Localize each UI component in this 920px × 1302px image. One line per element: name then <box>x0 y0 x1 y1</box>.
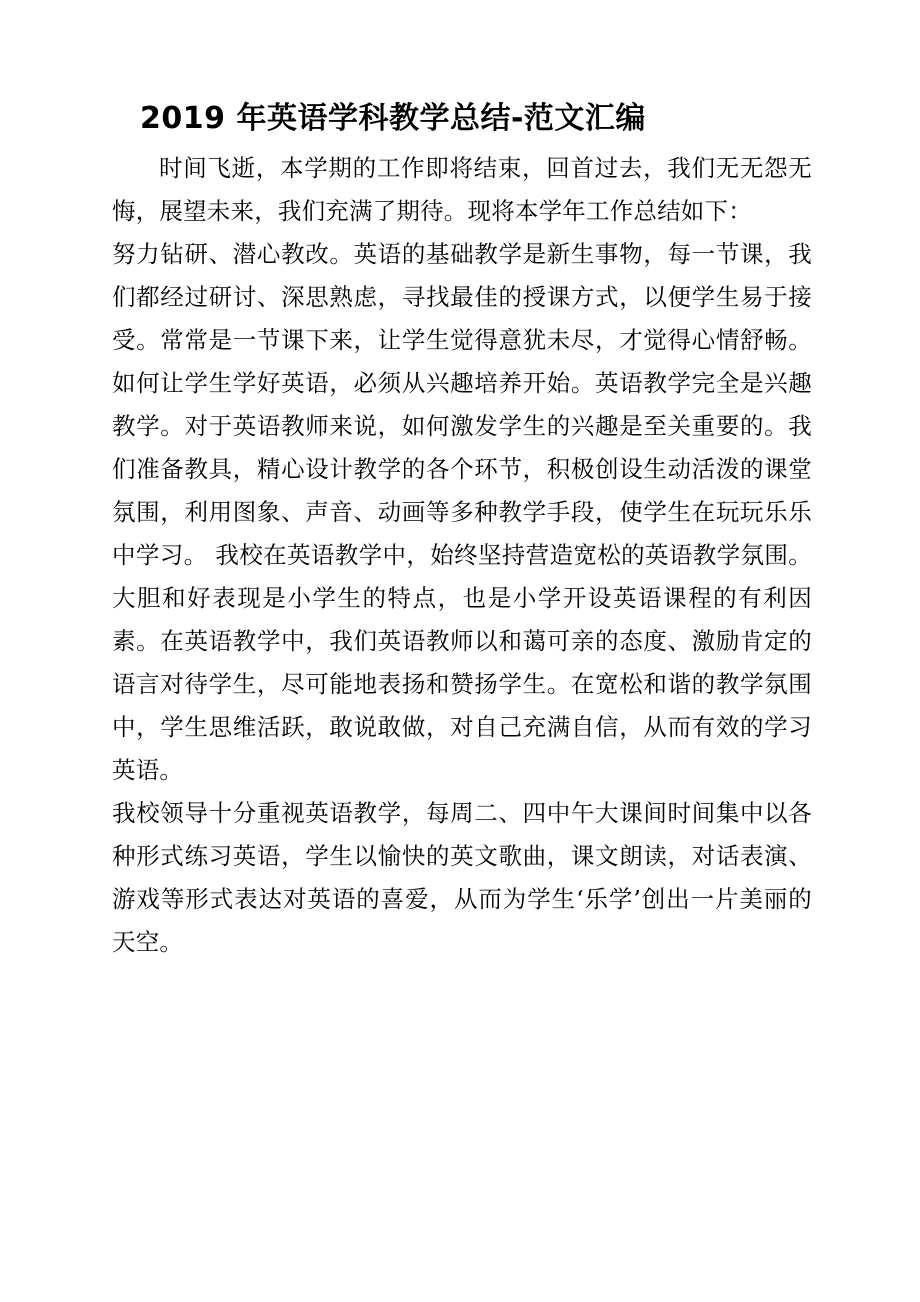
paragraph-3: 我校领导十分重视英语教学，每周二、四中午大课间时间集中以各种形式练习英语，学生以愉快的英文歌曲，课文朗读，对话表演、游戏等形式表达对英语的喜爱，从而为学生‘乐学’创出一片美丽的天空。 <box>112 799 812 956</box>
paragraph-1: 时间飞逝，本学期的工作即将结束，回首过去，我们无无怨无悔，展望未来，我们充满了期待。现将本学年工作总结如下： <box>112 154 812 225</box>
paragraph-2: 努力钻研、潜心教改。英语的基础教学是新生事物，每一节课，我们都经过研讨、深思熟虑，寻找最佳的授课方式，以便学生易于接受。常常是一节课下来，让学生觉得意犹未尽，才觉得心情舒畅。如何让学生学好英语，必须从兴趣培养开始。英语教学完全是兴趣教学。对于英语教师来说，如何激发学生的兴趣是至关重要的。我们准备教具，精心设计教学的各个环节，积极创设生动活泼的课堂氛围，利用图象、声音、动画等多种教学手段，使学生在玩玩乐乐中学习。 我校在英语教学中，始终坚持营造宽松的英语教学氛围。大胆和好表现是小学生的特点，也是小学开设英语课程的有利因素。在英语教学中，我们英语教师以和蔼可亲的态度、激励肯定的语言对待学生，尽可能地表扬和赞扬学生。在宽松和谐的教学氛围中，学生思维活跃，敢说敢做，对自己充满自信，从而有效的学习英语。 <box>112 240 812 784</box>
page-title: 2019 年英语学科教学总结-范文汇编 <box>140 101 646 136</box>
document-body <box>112 147 812 964</box>
